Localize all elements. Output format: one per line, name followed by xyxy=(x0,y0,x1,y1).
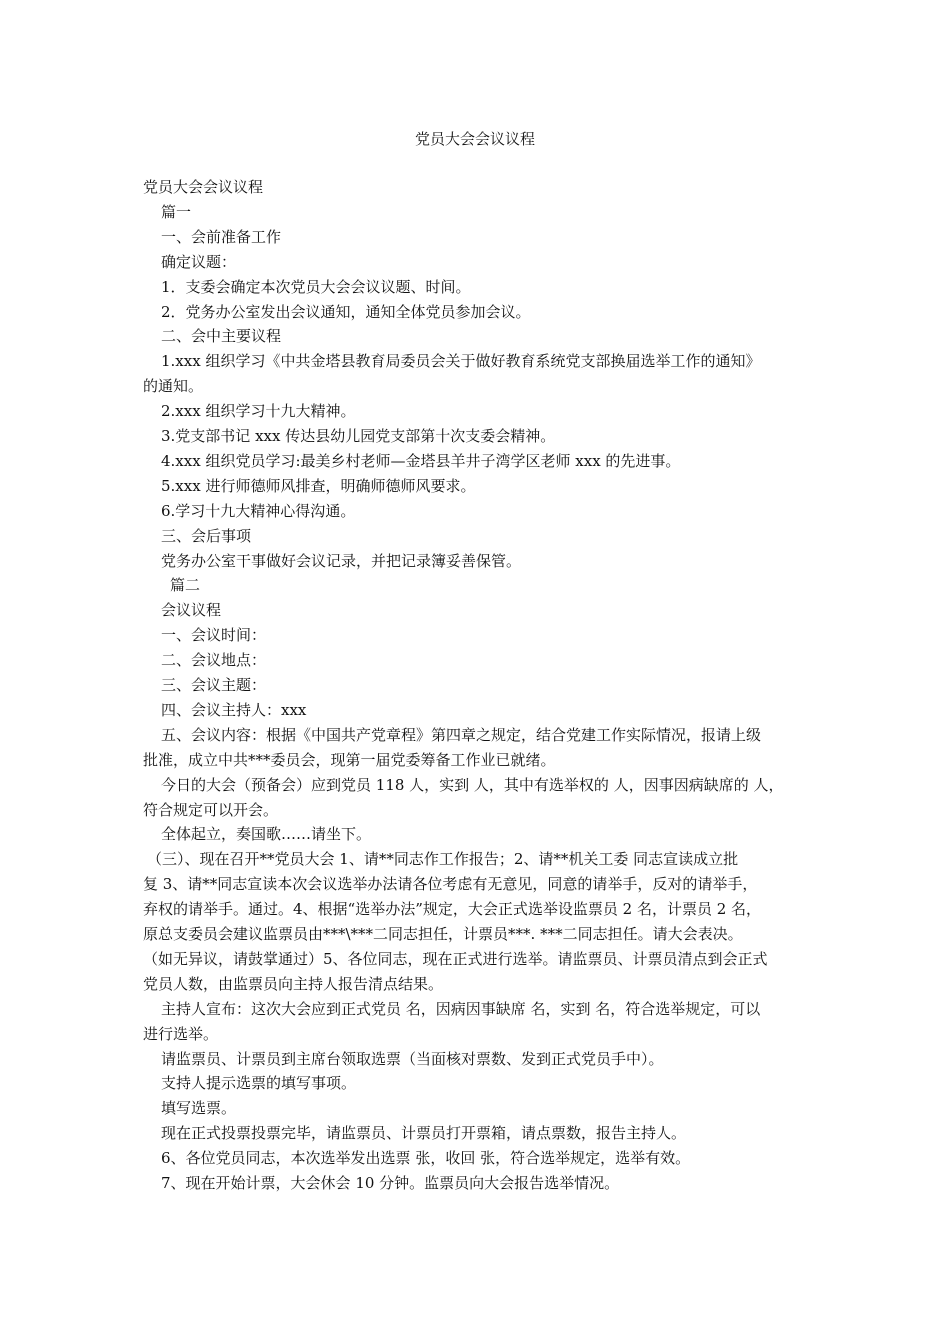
paragraph-line: 现在正式投票投票完毕，请监票员、计票员打开票箱，请点票数，报告主持人。 xyxy=(161,1124,687,1143)
paragraph-line: 6、各位党员同志，本次选举发出选票 张，收回 张，符合选举规定，选举有效。 xyxy=(161,1149,691,1168)
paragraph-line: 原总支委员会建议监票员由***\***二同志担任，计票员***. ***二同志担任。请大会表决。 xyxy=(143,925,743,943)
paragraph-line: 2.xxx 组织学习十九大精神。 xyxy=(161,402,356,421)
paragraph-line: 请监票员、计票员到主席台领取选票（当面核对票数、发到正式党员手中）。 xyxy=(161,1049,664,1068)
paragraph-line: 进行选举。 xyxy=(143,1024,219,1043)
paragraph-line: 5.xxx 进行师德师风排查，明确师德师风要求。 xyxy=(161,476,476,495)
paragraph-line: 7、现在开始计票，大会休会 10 分钟。监票员向大会报告选举情况。 xyxy=(161,1174,620,1192)
paragraph-line: 篇一 xyxy=(161,202,192,221)
paragraph-line: 2．党务办公室发出会议通知，通知全体党员参加会议。 xyxy=(161,302,531,321)
paragraph-line: 复 3、请**同志宣读本次会议选举办法请各位考虑有无意见，同意的请举手，反对的请举手， xyxy=(143,875,758,894)
paragraph-line: 会议议程 xyxy=(161,601,222,620)
paragraph-line: 确定议题： xyxy=(161,252,237,271)
paragraph-line: 今日的大会（预备会）应到党员 118 人，实到 人，其中有选举权的 人，因事因病缺席的 人， xyxy=(161,775,784,794)
paragraph-line: 党务办公室干事做好会议记录，并把记录簿妥善保管。 xyxy=(161,551,522,570)
paragraph-line: 党员人数，由监票员向主持人报告清点结果。 xyxy=(143,974,444,993)
paragraph-line: 二、会中主要议程 xyxy=(161,327,282,346)
paragraph-line: 四、会议主持人：xxx xyxy=(161,700,307,719)
paragraph-line: 1．支委会确定本次党员大会会议议题、时间。 xyxy=(161,277,471,296)
paragraph-line: （如无异议，请鼓掌通过）5、各位同志，现在正式进行选举。请监票员、计票员清点到会正式 xyxy=(143,949,768,968)
paragraph-line: 支持人提示选票的填写事项。 xyxy=(161,1074,357,1093)
paragraph-line: 3.党支部书记 xxx 传达县幼儿园党支部第十次支委会精神。 xyxy=(161,427,556,445)
paragraph-line: 全体起立，奏国歌……请坐下。 xyxy=(161,825,372,844)
paragraph-line: 批准，成立中共***委员会，现第一届党委筹备工作业已就绪。 xyxy=(143,750,556,769)
paragraph-line: 的通知。 xyxy=(143,377,204,396)
paragraph-line: 一、会前准备工作 xyxy=(161,227,282,246)
paragraph-line: （三）、现在召开**党员大会 1、请**同志作工作报告；2、请**机关工委 同志宣读成立批 xyxy=(147,850,739,869)
paragraph-line: 五、会议内容：根据《中国共产党章程》第四章之规定，结合党建工作实际情况，报请上级 xyxy=(161,725,762,744)
section-heading: 党员大会会议议程 xyxy=(143,178,264,196)
paragraph-line: 6.学习十九大精神心得沟通。 xyxy=(161,501,356,520)
paragraph-line: 一、会议时间： xyxy=(161,626,267,645)
paragraph-line: 符合规定可以开会。 xyxy=(143,800,279,819)
paragraph-line: 1.xxx 组织学习《中共金塔县教育局委员会关于做好教育系统党支部换届选举工作的通知》 xyxy=(161,352,761,371)
paragraph-line: 二、会议地点： xyxy=(161,651,267,670)
paragraph-line: 主持人宣布：这次大会应到正式党员 名，因病因事缺席 名，实到 名，符合选举规定，可以 xyxy=(161,999,761,1018)
paragraph-line: 三、会后事项 xyxy=(161,526,252,545)
paragraph-line: 4.xxx 组织党员学习:最美乡村老师—金塔县羊井子湾学区老师 xxx 的先进事。 xyxy=(161,451,681,470)
paragraph-line: 弃权的请举手。通过。4、根据“选举办法”规定，大会正式选举设监票员 2 名，计票员 2 名， xyxy=(143,900,762,919)
paragraph-line: 篇二 xyxy=(170,576,201,595)
paragraph-line: 填写选票。 xyxy=(161,1099,237,1118)
document-title: 党员大会会议议程 xyxy=(414,130,535,148)
paragraph-line: 三、会议主题： xyxy=(161,676,267,694)
